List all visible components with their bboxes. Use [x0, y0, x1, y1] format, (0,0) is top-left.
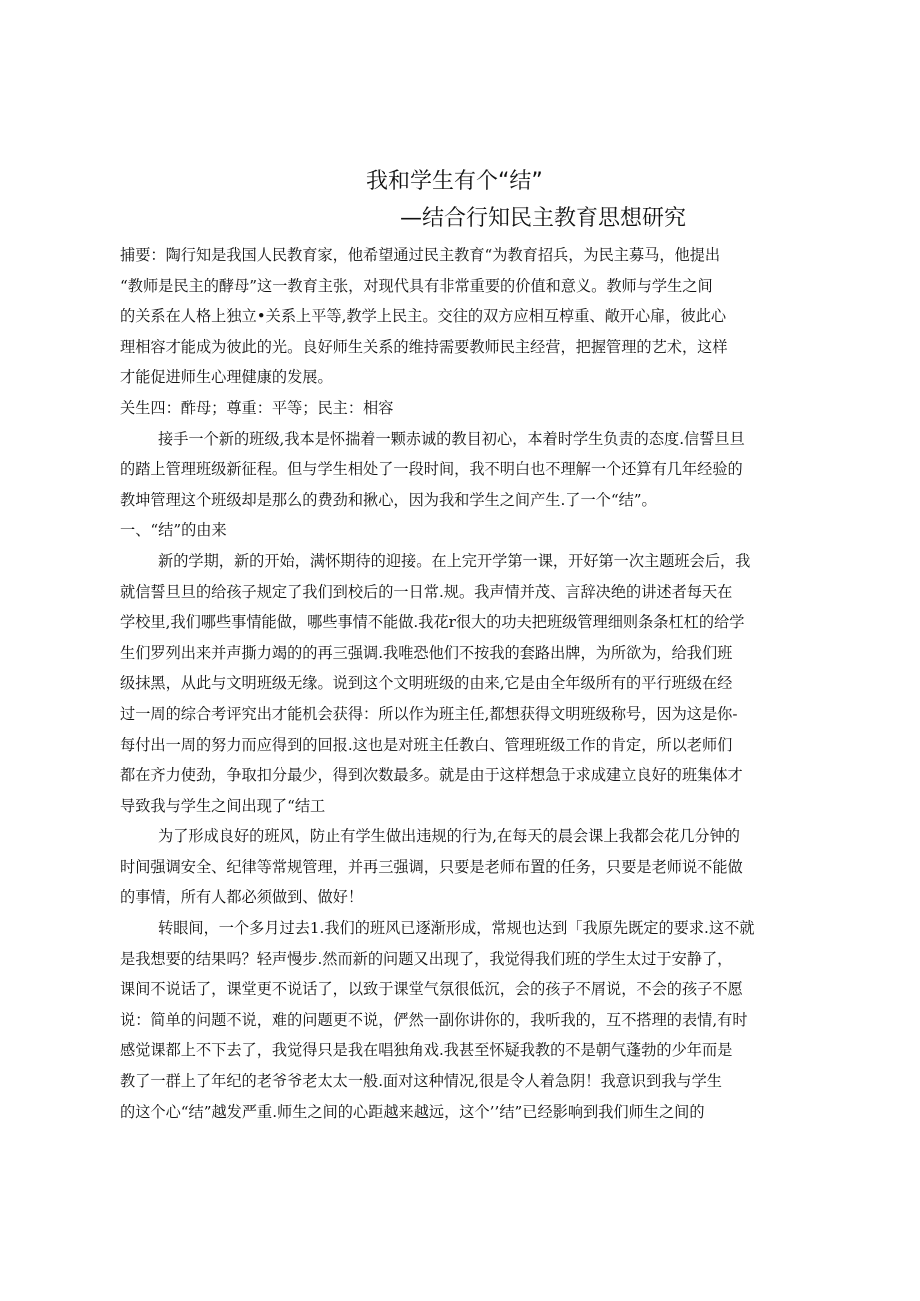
text-line: 时间强调安全、纪律等常规管理，并再三强调，只要是老师布置的任务，只要是老师说不能做 [120, 857, 743, 876]
text-line: 都在齐力使劲，争取扣分最少，得到次数最多。就是由于这样想急于求成建立良好的班集体才 [120, 766, 743, 785]
text-line: “教师是民主的酵母”这一教育主张，对现代具有非常重要的价值和意义。教师与学生之间 [120, 276, 713, 295]
text-line: 的事情，所有人都必须做到、做好！ [120, 888, 363, 907]
text-line: 教了一群上了年纪的老爷爷老太太一般.面对这种情况,很是令人着急阴！我意识到我与学生 [120, 1072, 722, 1091]
text-line: 教坤管理这个班级却是那么的费劲和揪心，因为我和学生之间产生.了一个“结”。 [120, 490, 657, 509]
document-subtitle: —结合行知民主教育思想研究 [400, 206, 687, 231]
text-line: 就信誓旦旦的给孩子规定了我们到校后的一日常.规。我声情并茂、言辞决绝的讲述者每天在 [120, 582, 733, 601]
text-line: 学校里,我们哪些事情能做，哪些事情不能做.我花r很大的功夫把班级管理细则条条杠杠的给学 [120, 613, 745, 632]
text-line: 导致我与学生之间出现了“结工 [120, 796, 326, 815]
text-line: 是我想要的结果吗？轻声慢步.然而新的问题又出现了，我觉得我们班的学生太过于安静了， [120, 949, 733, 968]
text-line: 理相容才能成为彼此的光。良好师生关系的维持需要教师民主经营，把握管理的艺术，这样 [120, 337, 728, 356]
text-line: 的踏上管理班级新征程。但与学生相处了一段时间，我不明白也不理解一个还算有几年经验的 [120, 460, 743, 479]
text-line: 过一周的综合考评究出才能机会获得：所以作为班主任,都想获得文明班级称号，因为这是你- [120, 704, 738, 723]
text-line: 捕要：陶行知是我国人民教育家，他希望通过民主教育“为教育招兵，为民主募马，他提出 [120, 246, 721, 264]
document-title: 我和学生有个“结” [366, 169, 543, 194]
text-line: 课间不说话了，课堂更不说话了，以致于课堂气氛很低沉，会的孩子不屑说，不会的孩子不愿 [120, 980, 743, 999]
text-line: 感觉课都上不下去了，我觉得只是我在唱独角戏.我甚至怀疑我教的不是朝气蓬勃的少年而是 [120, 1041, 733, 1060]
text-line: 级抹黑，从此与文明班级无缘。说到这个文明班级的由来,它是由全年级所有的平行班级在经 [120, 674, 733, 693]
text-line: 新的学期，新的开始，满怀期待的迎接。在上完开学第一课，开好第一次主题班会后，我 [158, 551, 751, 570]
text-line: 关生四：酢母；尊重：平等；民主：相容 [120, 398, 394, 417]
text-line: 生们罗列出来并声撕力竭的的再三强调.我唯恐他们不按我的套路出牌，为所欲为，给我们班 [120, 643, 733, 662]
text-line: 说：简单的问题不说，难的问题更不说，俨然一副你讲你的，我听我的，互不搭理的表情,有时 [120, 1010, 748, 1029]
text-line: 的关系在人格上独立•关系上平等,教学上民主。交往的双方应相互椁重、敞开心扉，彼此心 [120, 307, 727, 326]
text-line: 接手一个新的班级,我本是怀揣着一颗赤诚的教目初心，本着时学生负责的态度.信誓旦旦 [158, 429, 745, 448]
text-line: 转眼间，一个多月过去1.我们的班风已逐渐形成，常规也达到「我原先既定的要求.这不就 [158, 919, 755, 938]
text-line: 才能促进师生心理健康的发展。 [120, 368, 333, 387]
text-line: 的这个心“结”越发严重.师生之间的心距越来越远，这个’’结”已经影响到我们师生之间的 [120, 1102, 705, 1121]
text-line: 每付出一周的努力而应得到的回报.这也是对班主任教白、管理班级工作的肯定，所以老师们 [120, 735, 733, 754]
text-line: 一、“结”的由来 [120, 521, 227, 540]
text-line: 为了形成良好的班风，防止有学生做出违规的行为,在每天的晨会课上我都会花几分钟的 [158, 827, 740, 846]
document-body [120, 240, 814, 1127]
